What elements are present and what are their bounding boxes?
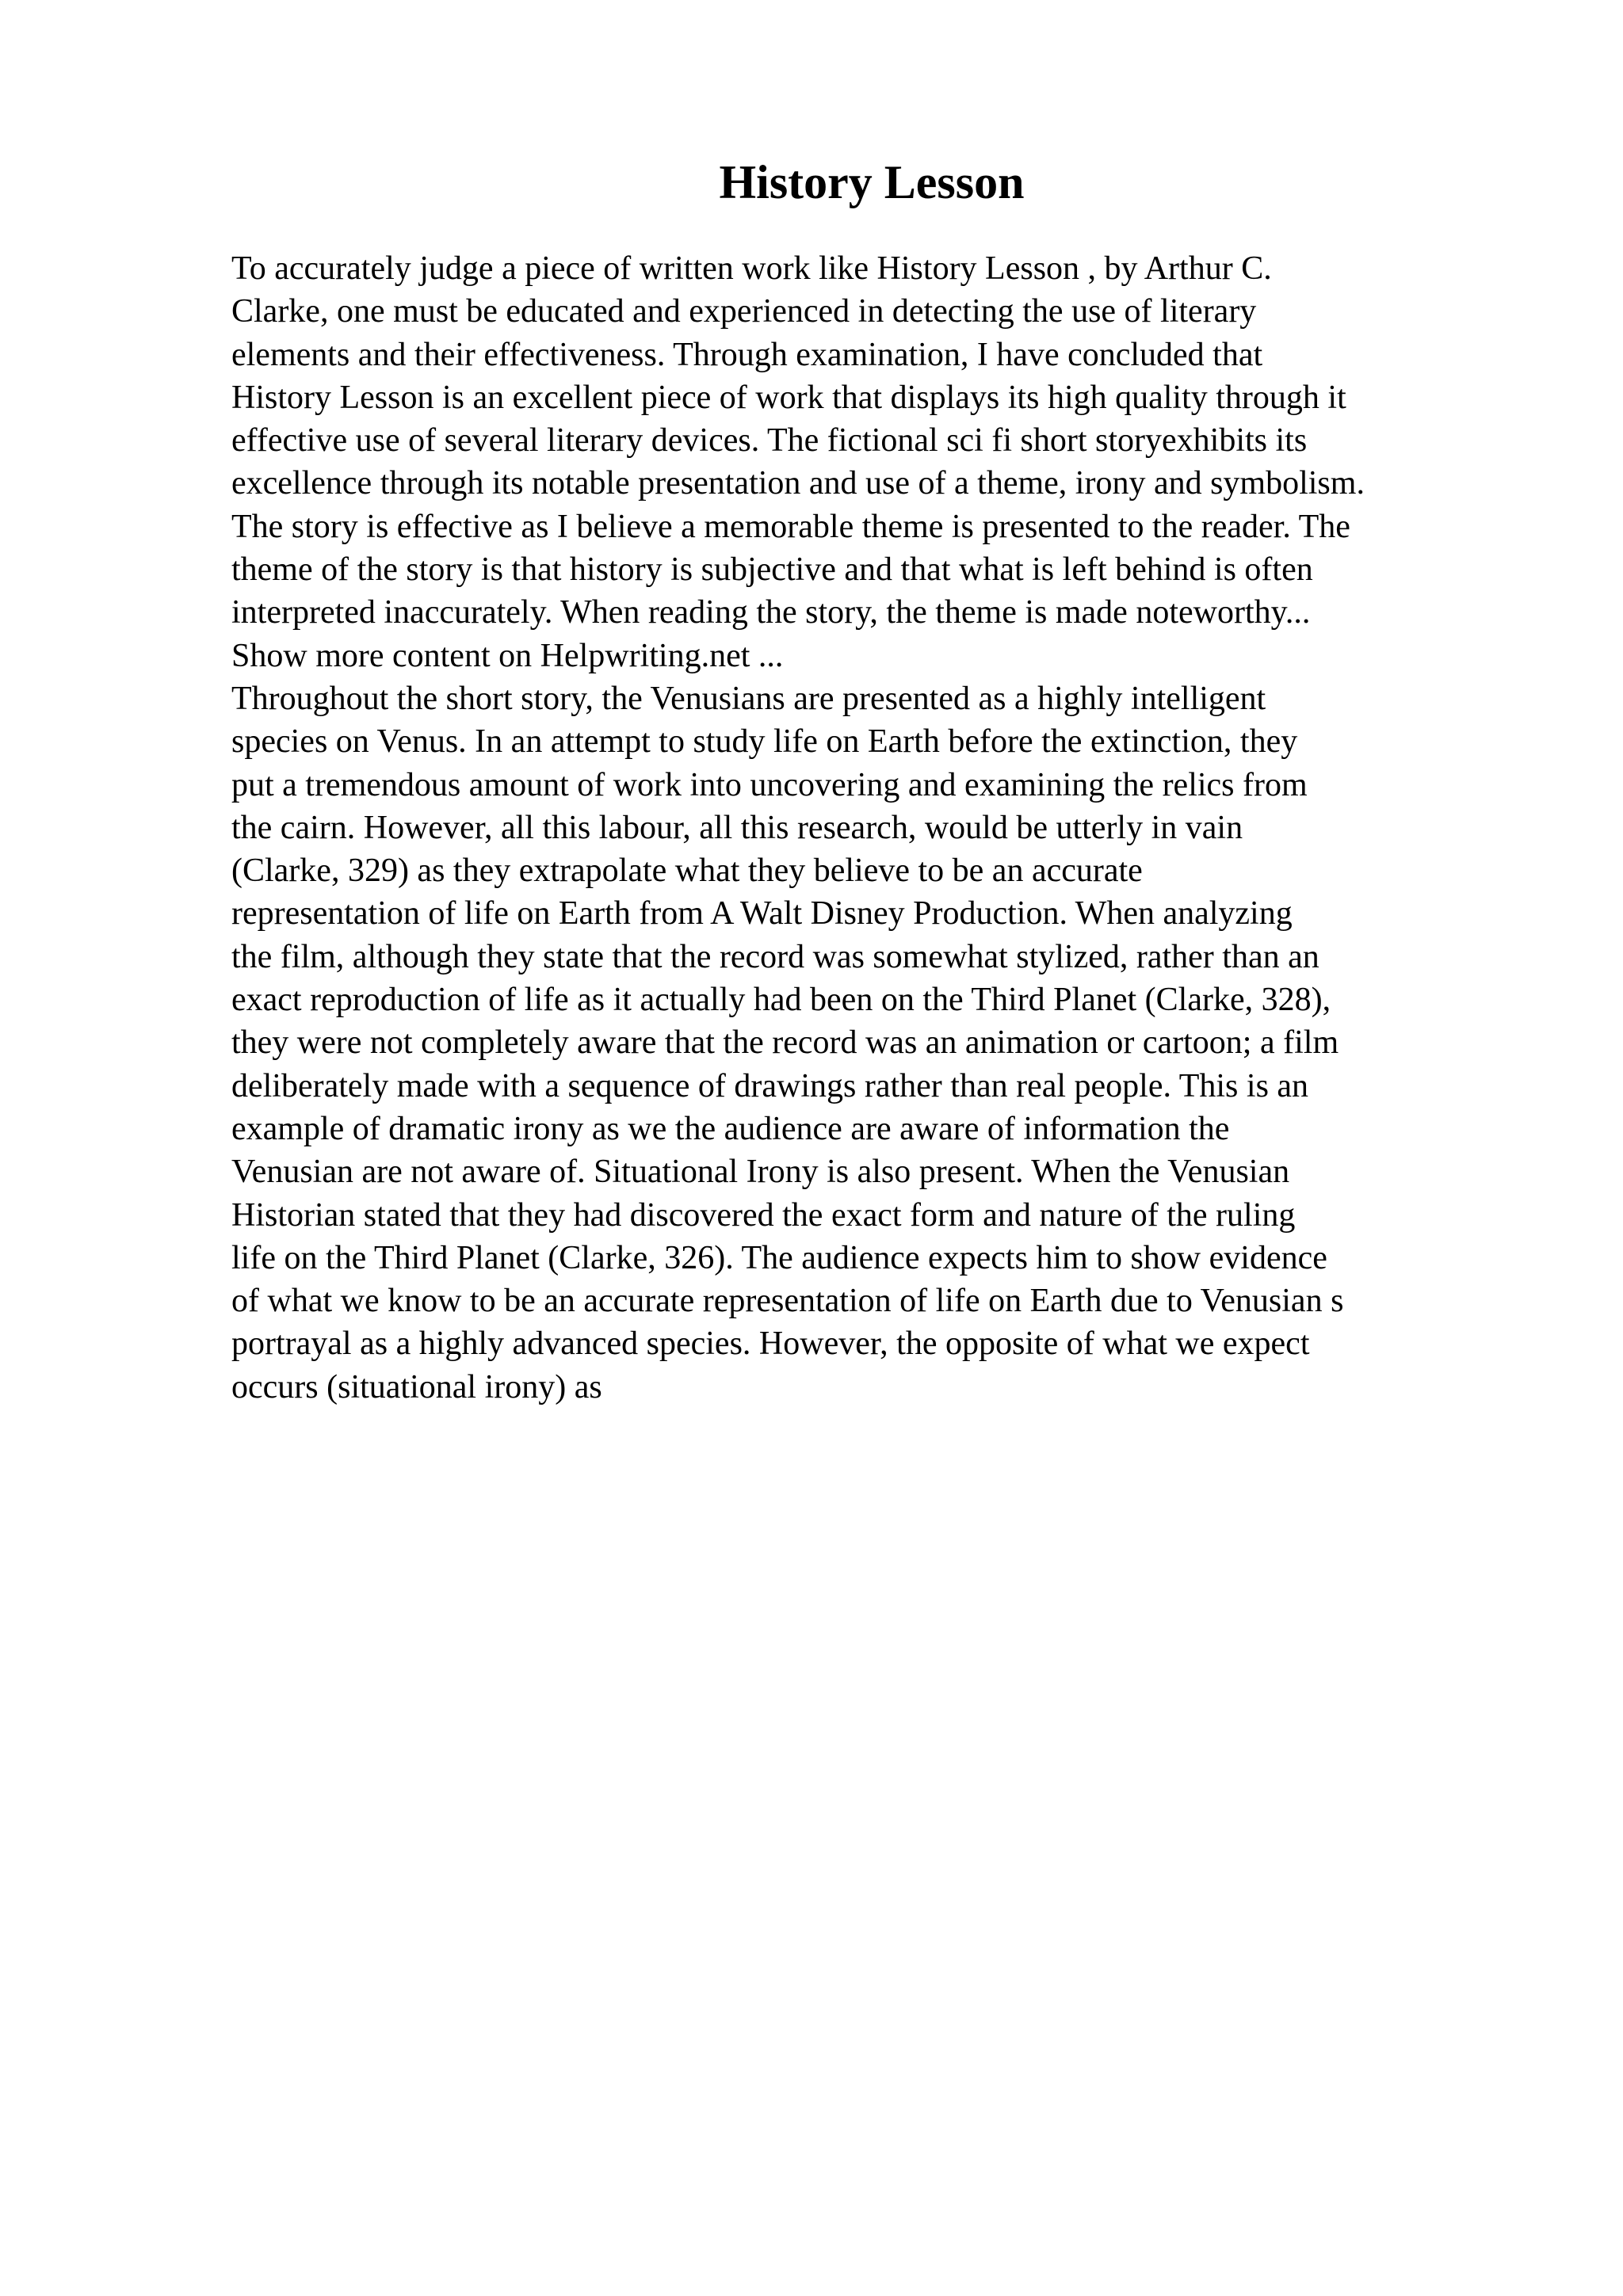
text-line: example of dramatic irony as we the audience are aware of information the — [231, 1110, 1230, 1147]
text-line: elements and their effectiveness. Through examination, I have concluded that — [231, 336, 1263, 373]
text-line: representation of life on Earth from A Walt Disney Production. When analyzing — [231, 895, 1293, 933]
text-line: species on Venus. In an attempt to study life on Earth before the extinction, they — [231, 723, 1298, 761]
text-line: of what we know to be an accurate representation of life on Earth due to Venusian s — [231, 1283, 1344, 1320]
text-line: interpreted inaccurately. When reading the story, the theme is made noteworthy... — [231, 594, 1311, 631]
text-line: portrayal as a highly advanced species. However, the opposite of what we expect — [231, 1325, 1310, 1363]
text-line: theme of the story is that history is subjective and that what is left behind is often — [231, 551, 1313, 589]
text-line: exact reproduction of life as it actually had been on the Third Planet (Clarke, 328), — [231, 982, 1331, 1019]
text-line: put a tremendous amount of work into uncovering and examining the relics from — [231, 766, 1308, 803]
text-line: they were not completely aware that the record was an animation or cartoon; a film — [231, 1024, 1339, 1062]
text-line: Throughout the short story, the Venusians are presented as a highly intelligent — [231, 680, 1266, 717]
text-line: To accurately judge a piece of written work like History Lesson , by Arthur C. — [231, 250, 1272, 287]
text-line: the cairn. However, all this labour, all this research, would be utterly in vain — [231, 809, 1243, 846]
text-line: History Lesson is an excellent piece of work that displays its high quality through it — [231, 379, 1346, 416]
document-title: History Lesson — [719, 156, 1025, 208]
text-line: Historian stated that they had discovered the exact form and nature of the ruling — [231, 1196, 1296, 1234]
text-line: the film, although they state that the record was somewhat stylized, rather than an — [231, 938, 1319, 975]
document-body — [231, 247, 1594, 1409]
text-line: (Clarke, 329) as they extrapolate what they believe to be an accurate — [231, 852, 1143, 890]
text-line: Clarke, one must be educated and experienced in detecting the use of literary — [231, 293, 1257, 330]
text-line: occurs (situational irony) as — [231, 1368, 602, 1405]
text-line: effective use of several literary devices. The fictional sci fi short storyexhibits its — [231, 422, 1308, 460]
text-line: excellence through its notable presentation and use of a theme, irony and symbolism. — [231, 465, 1365, 502]
text-line: deliberately made with a sequence of drawings rather than real people. This is an — [231, 1067, 1309, 1104]
text-line: life on the Third Planet (Clarke, 326). The audience expects him to show evidence — [231, 1239, 1327, 1276]
text-line: The story is effective as I believe a memorable theme is presented to the reader. The — [231, 508, 1350, 545]
show-more-line: Show more content on Helpwriting.net ... — [231, 637, 784, 674]
text-line: Venusian are not aware of. Situational Irony is also present. When the Venusian — [231, 1154, 1290, 1191]
